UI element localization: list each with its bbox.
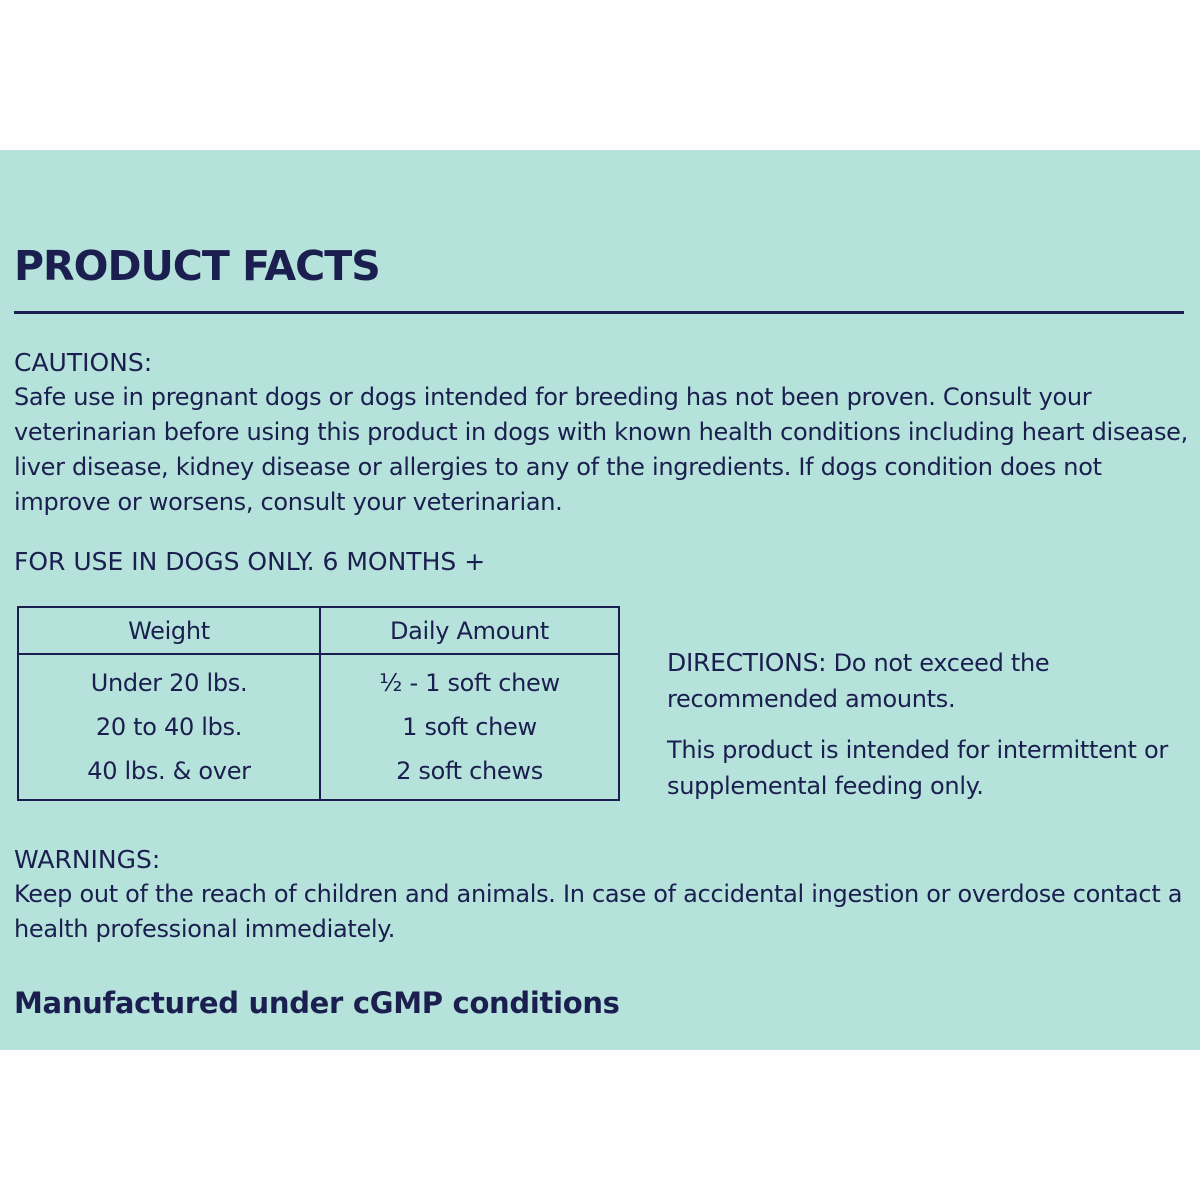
- warnings-text: Keep out of the reach of children and animals. In case of accidental ingestion or overdose contact a health professional immediately.: [14, 880, 1183, 943]
- weight-cell: 40 lbs. & over: [18, 749, 320, 800]
- table-row: [18, 654, 619, 705]
- daily-amount-cell: 2 soft chews: [320, 749, 619, 800]
- table-row: [18, 749, 619, 800]
- usage-note: FOR USE IN DOGS ONLY. 6 MONTHS +: [14, 547, 486, 576]
- cautions-heading: CAUTIONS:: [14, 348, 153, 377]
- directions-text: [667, 645, 1187, 717]
- page-title: PRODUCT FACTS: [14, 242, 380, 290]
- cautions-text: Safe use in pregnant dogs or dogs intended for breeding has not been proven. Consult your veterinarian before using this product in dogs with known health conditions including heart disease, liver disease, kidney disease or allergies to any of the ingredients. If dogs condition does not improve or worsens, consult your veterinarian.: [14, 383, 1188, 516]
- weight-cell: Under 20 lbs.: [18, 654, 320, 705]
- weight-cell: 20 to 40 lbs.: [18, 705, 320, 749]
- manufacturing-statement: Manufactured under cGMP conditions: [14, 986, 620, 1020]
- weight-column-header: Weight: [18, 607, 320, 654]
- directions-label: DIRECTIONS:: [667, 648, 827, 677]
- table-row: [18, 705, 619, 749]
- daily-amount-column-header: Daily Amount: [320, 607, 619, 654]
- directions-body: Do not exceed the recommended amounts.: [667, 649, 1050, 713]
- table-header-row: [18, 607, 619, 654]
- dosage-table: [17, 606, 620, 801]
- daily-amount-cell: ½ - 1 soft chew: [320, 654, 619, 705]
- title-divider: [14, 311, 1184, 314]
- daily-amount-cell: 1 soft chew: [320, 705, 619, 749]
- feeding-note: This product is intended for intermittent or supplemental feeding only.: [667, 736, 1168, 800]
- warnings-heading: WARNINGS:: [14, 845, 161, 874]
